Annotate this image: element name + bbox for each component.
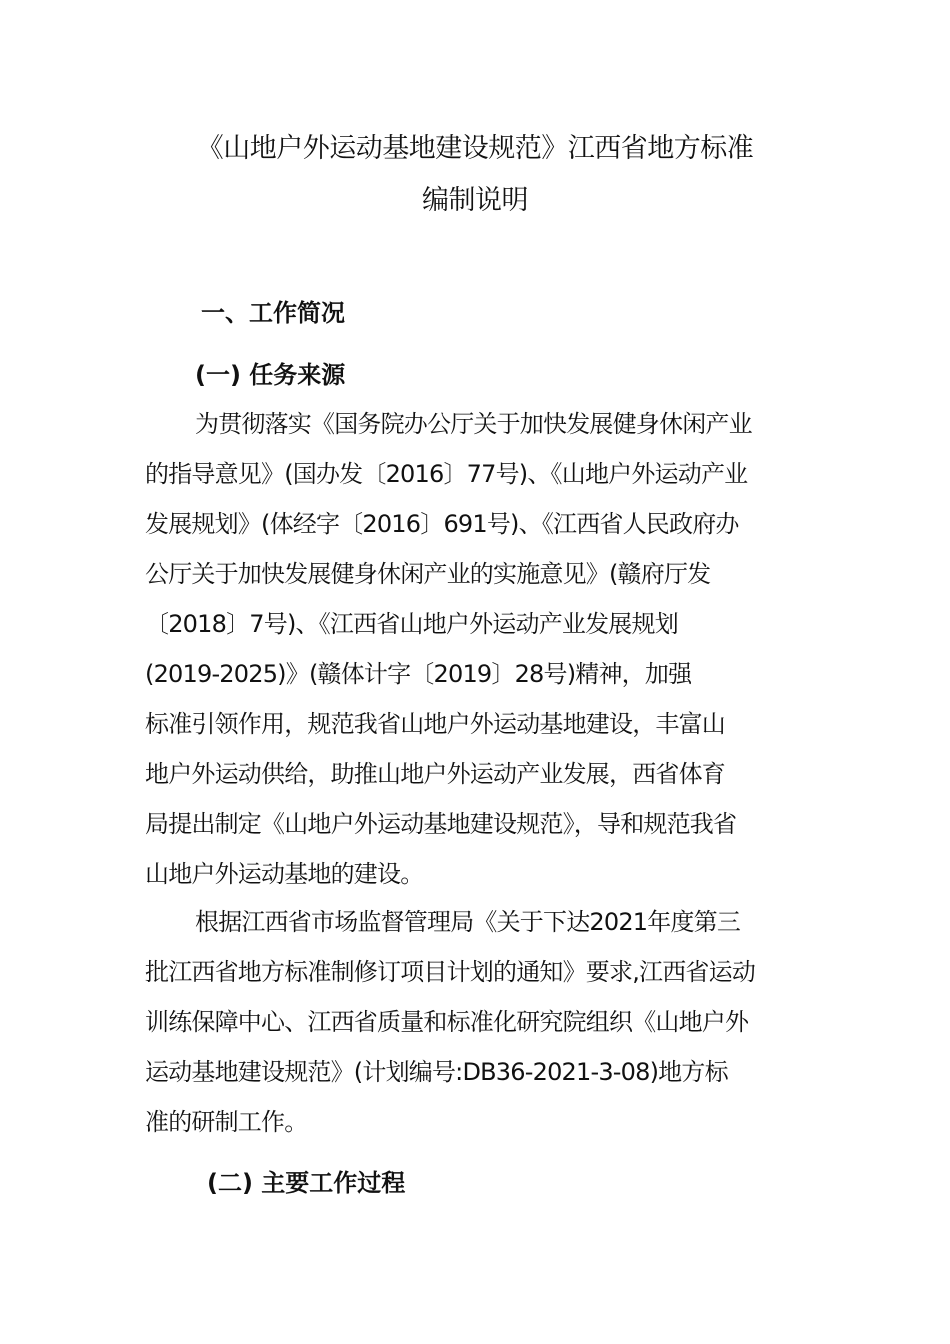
- paragraph-line: 的指导意见》(国办发〔2016〕77号)、《山地户外运动产业: [145, 460, 748, 488]
- paragraph-line: 局提出制定《山地户外运动基地建设规范》，导和规范我省: [145, 810, 737, 838]
- paragraph-line: 标准引领作用，规范我省山地户外运动基地建设，丰富山: [145, 710, 725, 738]
- section-heading-work-overview: 一、工作简况: [201, 299, 345, 327]
- paragraph-line: 山地户外运动基地的建设。: [145, 860, 424, 888]
- paragraph-line: 根据江西省市场监督管理局《关于下达2021年度第三: [195, 908, 741, 936]
- paragraph-project-basis: [145, 897, 808, 1147]
- paragraph-line: 准的研制工作。: [145, 1108, 308, 1136]
- subsection-heading-task-source: (一) 任务来源: [195, 361, 346, 389]
- paragraph-line: 批江西省地方标准制修订项目计划的通知》要求,江西省运动: [145, 958, 756, 986]
- subsection-heading-work-process: (二) 主要工作过程: [207, 1169, 406, 1197]
- paragraph-line: 公厅关于加快发展健身休闲产业的实施意见》(赣府厅发: [145, 560, 711, 588]
- paragraph-task-source: [145, 399, 808, 899]
- document-subtitle: 编制说明: [422, 185, 528, 216]
- paragraph-line: 〔2018〕7号)、《江西省山地户外运动产业发展规划: [145, 610, 678, 638]
- paragraph-line: 运动基地建设规范》(计划编号:DB36-2021-3-08)地方标: [145, 1058, 728, 1086]
- paragraph-line: 地户外运动供给，助推山地户外运动产业发展，西省体育: [145, 760, 725, 788]
- paragraph-line: (2019-2025)》(赣体计字〔2019〕28号)精神，加强: [145, 660, 692, 688]
- paragraph-line: 为贯彻落实《国务院办公厅关于加快发展健身休闲产业: [195, 410, 752, 438]
- paragraph-line: 训练保障中心、江西省质量和标准化研究院组织《山地户外: [145, 1008, 749, 1036]
- paragraph-line: 发展规划》(体经字〔2016〕691号)、《江西省人民政府办: [145, 510, 739, 538]
- document-title: 《山地户外运动基地建设规范》江西省地方标准: [196, 133, 754, 164]
